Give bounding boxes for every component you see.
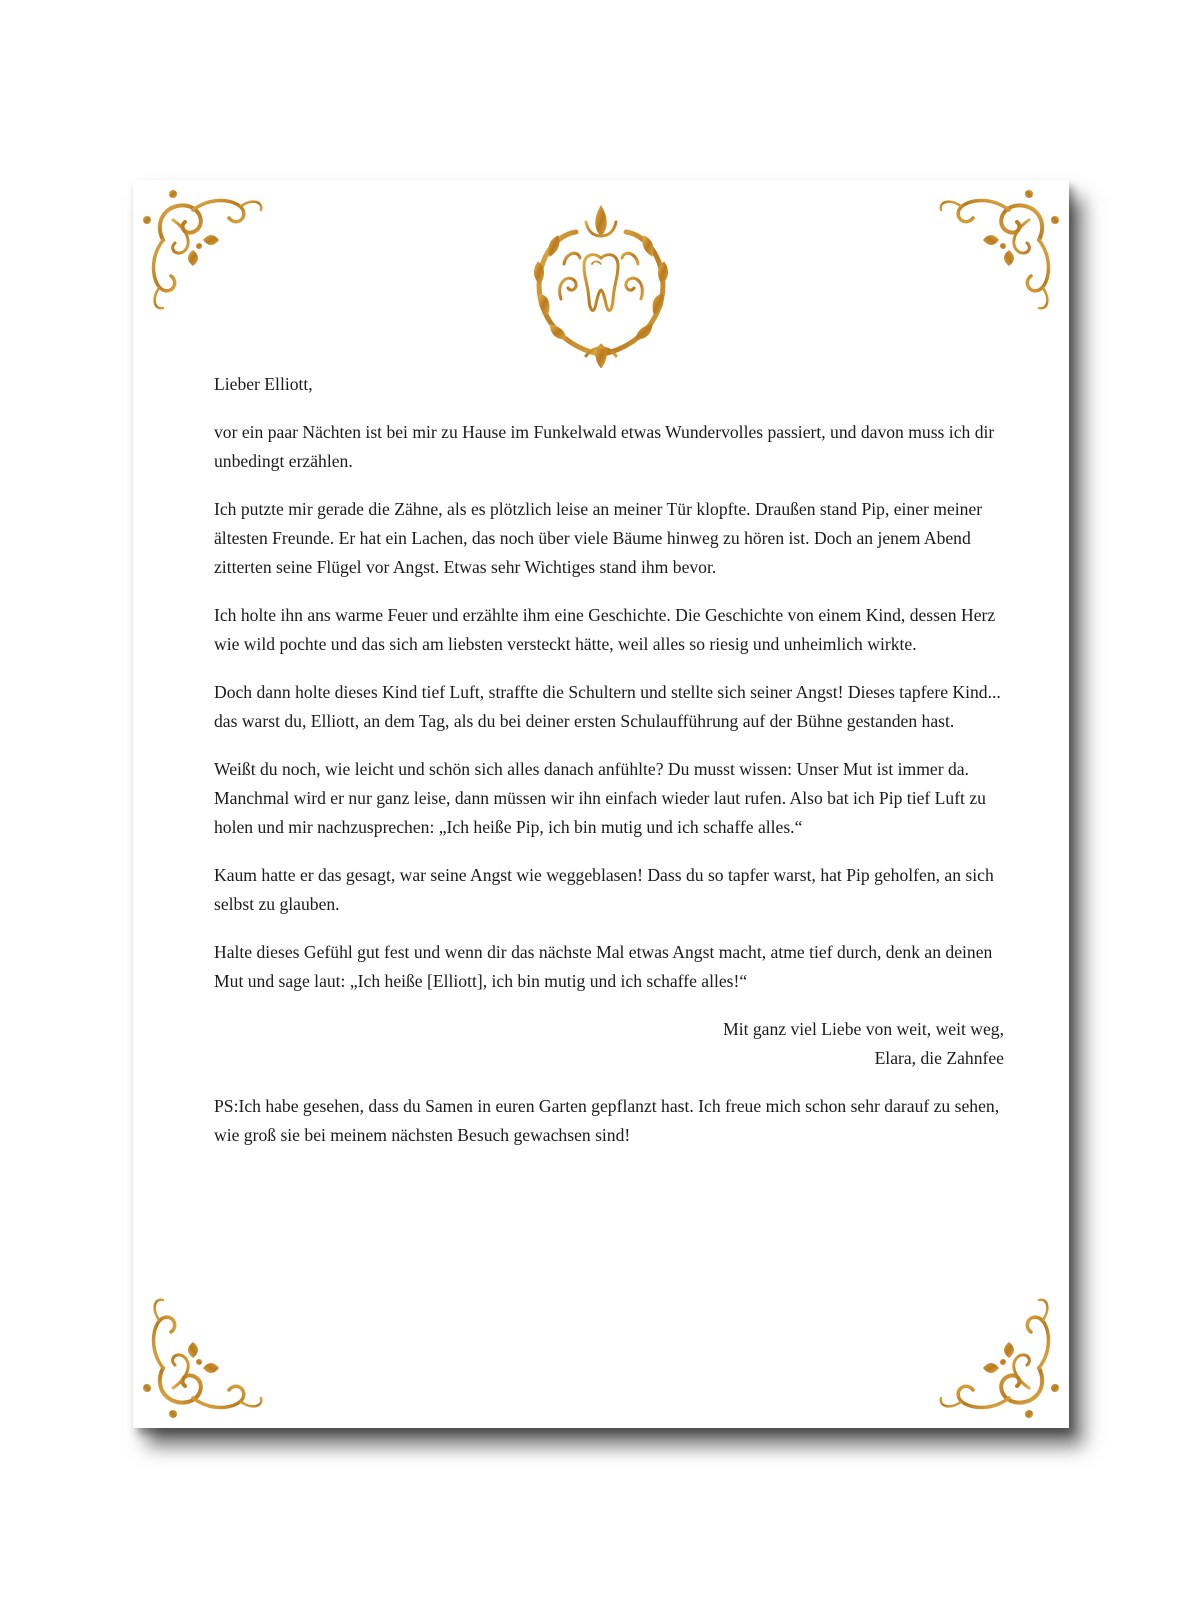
letter-paragraph: Ich holte ihn ans warme Feuer und erzählte ihm eine Geschichte. Die Geschichte von einem Kind, dessen Herz wie wild pochte und das sich am liebsten versteckt hätte, weil alles so riesig und unheimlich wirkte.	[214, 605, 996, 654]
tooth-crest-icon	[526, 204, 676, 368]
letter-paragraph: Weißt du noch, wie leicht und schön sich alles danach anfühlte? Du musst wissen: Unser Mut ist immer da. Manchmal wird er nur ganz leise, dann müssen wir ihn einfach wieder laut rufen. Also bat ich Pip tief Luft zu holen und mir nachzusprechen: „Ich heiße Pip, ich bin mutig und ich schaffe alles.“	[214, 759, 986, 837]
letter-paragraph: Kaum hatte er das gesagt, war seine Angst wie weggeblasen! Dass du so tapfer warst, hat Pip geholfen, an sich selbst zu glauben.	[214, 865, 994, 914]
letter-body	[214, 370, 1004, 1169]
corner-flourish-bottom-right	[769, 1128, 1069, 1428]
letter-paragraph: Halte dieses Gefühl gut fest und wenn dir das nächste Mal etwas Angst macht, atme tief durch, denk an deinen Mut und sage laut: „Ich heiße [Elliott], ich bin mutig und ich schaffe alles!“	[214, 942, 993, 991]
letter-paragraph: vor ein paar Nächten ist bei mir zu Hause im Funkelwald etwas Wundervolles passiert, und davon muss ich dir unbedingt erzählen.	[214, 422, 995, 471]
letter-greeting: Lieber Elliott,	[214, 374, 313, 394]
closing-line: Mit ganz viel Liebe von weit, weit weg,	[723, 1019, 1004, 1039]
letter-signoff	[214, 1015, 1004, 1073]
postscript: PS:Ich habe gesehen, dass du Samen in euren Garten gepflanzt hast. Ich freue mich schon sehr darauf zu sehen, wie groß sie bei meinem nächsten Besuch gewachsen sind!	[214, 1096, 1000, 1145]
signature: Elara, die Zahnfee	[874, 1048, 1004, 1068]
letter-paragraph: Ich putzte mir gerade die Zähne, als es plötzlich leise an meiner Tür klopfte. Draußen stand Pip, einer meiner ältesten Freunde. Er hat ein Lachen, das noch über viele Bäume hinweg zu hören ist. Doch an jenem Abend zitterten seine Flügel vor Angst. Etwas sehr Wichtiges stand ihm bevor.	[214, 499, 983, 577]
letter-sheet	[133, 180, 1069, 1428]
letter-paragraph: Doch dann holte dieses Kind tief Luft, straffte die Schultern und stellte sich seiner Angst! Dieses tapfere Kind... das warst du, Elliott, an dem Tag, als du bei deiner ersten Schulaufführung auf der Bühne gestanden hast.	[214, 682, 1001, 731]
corner-flourish-bottom-left	[133, 1128, 433, 1428]
